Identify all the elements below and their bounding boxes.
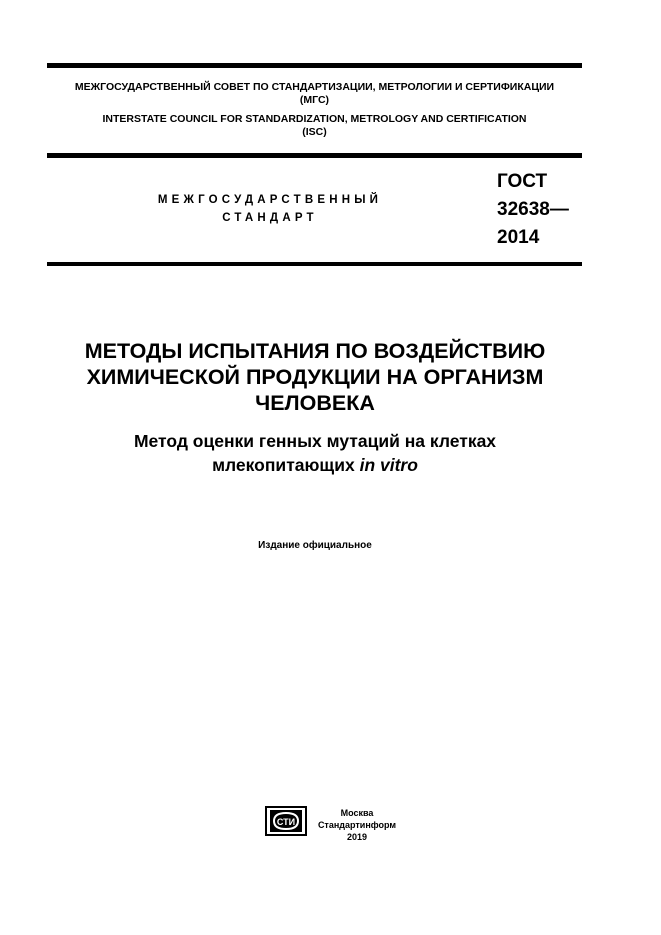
middle-rule bbox=[47, 153, 582, 158]
subtitle-italic-text: in vitro bbox=[359, 455, 418, 475]
publication-year: 2019 bbox=[346, 832, 368, 842]
document-title-line2: ХИМИЧЕСКОЙ ПРОДУКЦИИ НА ОРГАНИЗМ bbox=[86, 365, 544, 389]
document-subtitle-line1: Метод оценки генных мутаций на клетках bbox=[133, 431, 497, 451]
standard-type-line2: СТАНДАРТ bbox=[222, 212, 318, 224]
gost-year: 2014 bbox=[497, 227, 540, 248]
publisher-city: Москва bbox=[340, 808, 374, 818]
standartinform-logo-icon bbox=[265, 806, 307, 836]
document-title-line3: ЧЕЛОВЕКА bbox=[255, 391, 375, 415]
council-abbr-ru: (МГС) bbox=[299, 94, 330, 106]
publisher-name: Стандартинформ bbox=[317, 820, 397, 830]
edition-label: Издание официальное bbox=[258, 540, 372, 551]
council-abbr-en: (ISC) bbox=[302, 126, 327, 138]
svg-text:СТИ: СТИ bbox=[276, 817, 296, 827]
lower-rule bbox=[47, 262, 582, 266]
document-subtitle-line2 bbox=[40, 454, 590, 476]
gost-number: 32638— bbox=[497, 199, 569, 220]
document-title-line1: МЕТОДЫ ИСПЫТАНИЯ ПО ВОЗДЕЙСТВИЮ bbox=[84, 339, 546, 363]
council-name-ru: МЕЖГОСУДАРСТВЕННЫЙ СОВЕТ ПО СТАНДАРТИЗАЦИИ, МЕТРОЛОГИИ И СЕРТИФИКАЦИИ bbox=[74, 81, 555, 93]
gost-label: ГОСТ bbox=[497, 171, 548, 192]
standard-type-line1: МЕЖГОСУДАРСТВЕННЫЙ bbox=[157, 194, 383, 206]
top-rule bbox=[47, 63, 582, 68]
subtitle-plain-text: млекопитающих bbox=[212, 455, 355, 475]
council-name-en: INTERSTATE COUNCIL FOR STANDARDIZATION, METROLOGY AND CERTIFICATION bbox=[102, 113, 527, 125]
